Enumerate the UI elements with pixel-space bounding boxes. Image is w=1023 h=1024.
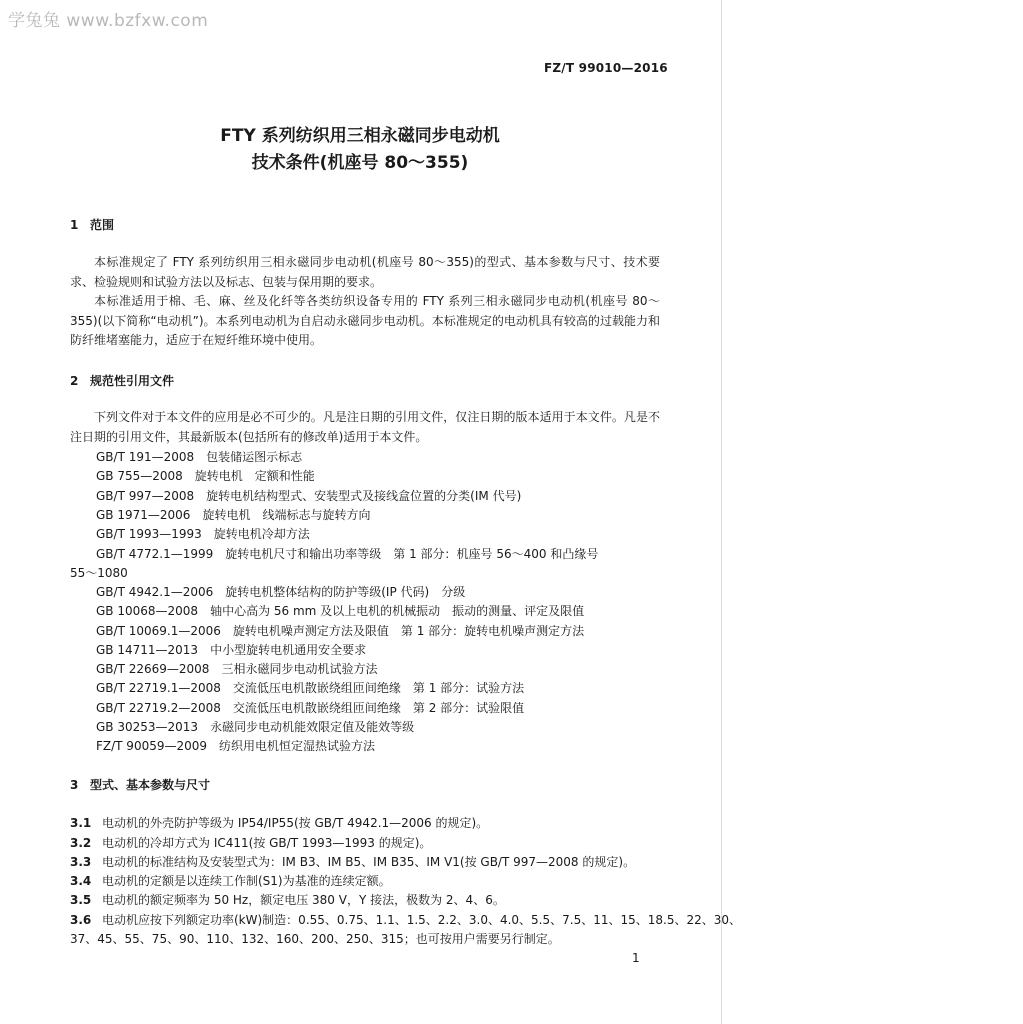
reference-item xyxy=(96,699,524,716)
reference-code: GB/T 10069.1—2006 xyxy=(96,624,221,638)
section-number: 3 xyxy=(70,778,79,792)
section-2-heading xyxy=(70,372,174,389)
reference-code: GB 1971—2006 xyxy=(96,508,191,522)
reference-title: 交流低压电机散嵌绕组匝间绝缘 第 2 部分：试验限值 xyxy=(232,701,525,715)
reference-item xyxy=(96,487,521,504)
reference-code: GB 10068—2008 xyxy=(96,604,199,618)
standard-code: FZ/T 99010—2016 xyxy=(544,61,668,75)
reference-item xyxy=(96,467,315,484)
reference-title: 轴中心高为 56 mm 及以上电机的机械振动 振动的测量、评定及限值 xyxy=(210,604,585,618)
reference-item xyxy=(96,545,598,562)
reference-title: 旋转电机结构型式、安装型式及接线盒位置的分类(IM 代号) xyxy=(206,489,522,503)
clause-number: 3.5 xyxy=(70,893,92,907)
section-number: 2 xyxy=(70,374,79,388)
section-1-heading xyxy=(70,216,114,233)
reference-code: GB/T 4772.1—1999 xyxy=(96,547,214,561)
reference-code: FZ/T 90059—2009 xyxy=(96,739,208,753)
reference-code: GB/T 22719.1—2008 xyxy=(96,681,221,695)
reference-item xyxy=(96,679,524,696)
section-2-intro: 下列文件对于本文件的应用是必不可少的。凡是注日期的引用文件，仅注日期的版本适用于本文件。凡是不注日期的引用文件，其最新版本(包括所有的修改单)适用于本文件。 xyxy=(70,410,660,444)
reference-code: GB 14711—2013 xyxy=(96,643,199,657)
reference-code: GB/T 22719.2—2008 xyxy=(96,701,221,715)
reference-continuation: 55～1080 xyxy=(70,566,128,580)
reference-item xyxy=(96,525,310,542)
reference-title: 三相永磁同步电动机试验方法 xyxy=(221,662,378,676)
clause-3-1 xyxy=(70,814,488,831)
clause-number: 3.3 xyxy=(70,855,92,869)
clause-3-2 xyxy=(70,834,431,851)
reference-item xyxy=(96,448,302,465)
reference-item xyxy=(96,583,465,600)
reference-code: GB/T 1993—1993 xyxy=(96,527,202,541)
watermark: 学兔兔 www.bzfxw.com xyxy=(8,11,209,31)
page-divider xyxy=(721,0,722,1024)
reference-title: 交流低压电机散嵌绕组匝间绝缘 第 1 部分：试验方法 xyxy=(232,681,525,695)
reference-title: 纺织用电机恒定湿热试验方法 xyxy=(219,739,376,753)
reference-item xyxy=(96,737,375,754)
reference-code: GB/T 997—2008 xyxy=(96,489,195,503)
reference-item xyxy=(96,602,584,619)
clause-number: 3.6 xyxy=(70,913,92,927)
reference-code: GB/T 22669—2008 xyxy=(96,662,210,676)
section-3-heading xyxy=(70,776,210,793)
reference-title: 包装储运图示标志 xyxy=(206,450,303,464)
section-number: 1 xyxy=(70,218,79,232)
clause-3-6 xyxy=(70,911,741,928)
section-1-paragraph-2: 本标准适用于棉、毛、麻、丝及化纤等各类纺织设备专用的 FTY 系列三相永磁同步电动机(机座号 80～355)(以下简称“电动机”)。本系列电动机为自启动永磁同步电动机。本标准规定的电动机具有较高的过载能力和防纤维堵塞能力，适应于在短纤维环境中使用。 xyxy=(70,294,660,347)
reference-item xyxy=(96,641,366,658)
reference-item xyxy=(96,660,377,677)
document-title-line-2: 技术条件(机座号 80～355) xyxy=(251,153,469,173)
reference-code: GB/T 4942.1—2006 xyxy=(96,585,214,599)
reference-title: 旋转电机尺寸和输出功率等级 第 1 部分：机座号 56～400 和凸缘号 xyxy=(225,547,599,561)
reference-code: GB/T 191—2008 xyxy=(96,450,195,464)
document-title-line-1: FTY 系列纺织用三相永磁同步电动机 xyxy=(220,126,500,146)
clause-text: 电动机的额定频率为 50 Hz，额定电压 380 V，Y 接法，极数为 2、4、6。 xyxy=(102,893,505,907)
clause-3-4 xyxy=(70,872,391,889)
section-title: 型式、基本参数与尺寸 xyxy=(90,778,211,792)
clause-text: 电动机的定额是以连续工作制(S1)为基准的连续定额。 xyxy=(102,874,391,888)
reference-code: GB 30253—2013 xyxy=(96,720,199,734)
clause-text: 电动机的冷却方式为 IC411(按 GB/T 1993—1993 的规定)。 xyxy=(102,836,432,850)
reference-title: 中小型旋转电机通用安全要求 xyxy=(210,643,367,657)
section-1-paragraph-1: 本标准规定了 FTY 系列纺织用三相永磁同步电动机(机座号 80～355)的型式、基本参数与尺寸、技术要求、检验规则和试验方法以及标志、包装与保用期的要求。 xyxy=(70,255,660,289)
clause-3-6-continuation: 37、45、55、75、90、110、132、160、200、250、315；也可按用户需要另行制定。 xyxy=(70,932,560,946)
section-title: 范围 xyxy=(90,218,115,232)
section-title: 规范性引用文件 xyxy=(90,374,175,388)
reference-title: 永磁同步电动机能效限定值及能效等级 xyxy=(210,720,415,734)
reference-title: 旋转电机 线端标志与旋转方向 xyxy=(202,508,371,522)
clause-text: 电动机的外壳防护等级为 IP54/IP55(按 GB/T 4942.1—2006 的规定)。 xyxy=(102,816,489,830)
reference-title: 旋转电机整体结构的防护等级(IP 代码) 分级 xyxy=(225,585,466,599)
page-number: 1 xyxy=(632,951,640,965)
clause-3-5 xyxy=(70,891,505,908)
reference-title: 旋转电机噪声测定方法及限值 第 1 部分：旋转电机噪声测定方法 xyxy=(232,624,585,638)
clause-number: 3.2 xyxy=(70,836,92,850)
clause-text: 电动机应按下列额定功率(kW)制造：0.55、0.75、1.1、1.5、2.2、3.0、4.0、5.5、7.5、11、15、18.5、22、30、 xyxy=(102,913,742,927)
reference-code: GB 755—2008 xyxy=(96,469,183,483)
clause-number: 3.1 xyxy=(70,816,92,830)
reference-item xyxy=(96,718,414,735)
clause-3-3 xyxy=(70,853,635,870)
reference-title: 旋转电机冷却方法 xyxy=(213,527,310,541)
reference-item xyxy=(96,506,370,523)
clause-number: 3.4 xyxy=(70,874,92,888)
reference-title: 旋转电机 定额和性能 xyxy=(194,469,315,483)
clause-text: 电动机的标准结构及安装型式为：IM B3、IM B5、IM B35、IM V1(按 GB/T 997—2008 的规定)。 xyxy=(102,855,636,869)
reference-item xyxy=(96,622,584,639)
